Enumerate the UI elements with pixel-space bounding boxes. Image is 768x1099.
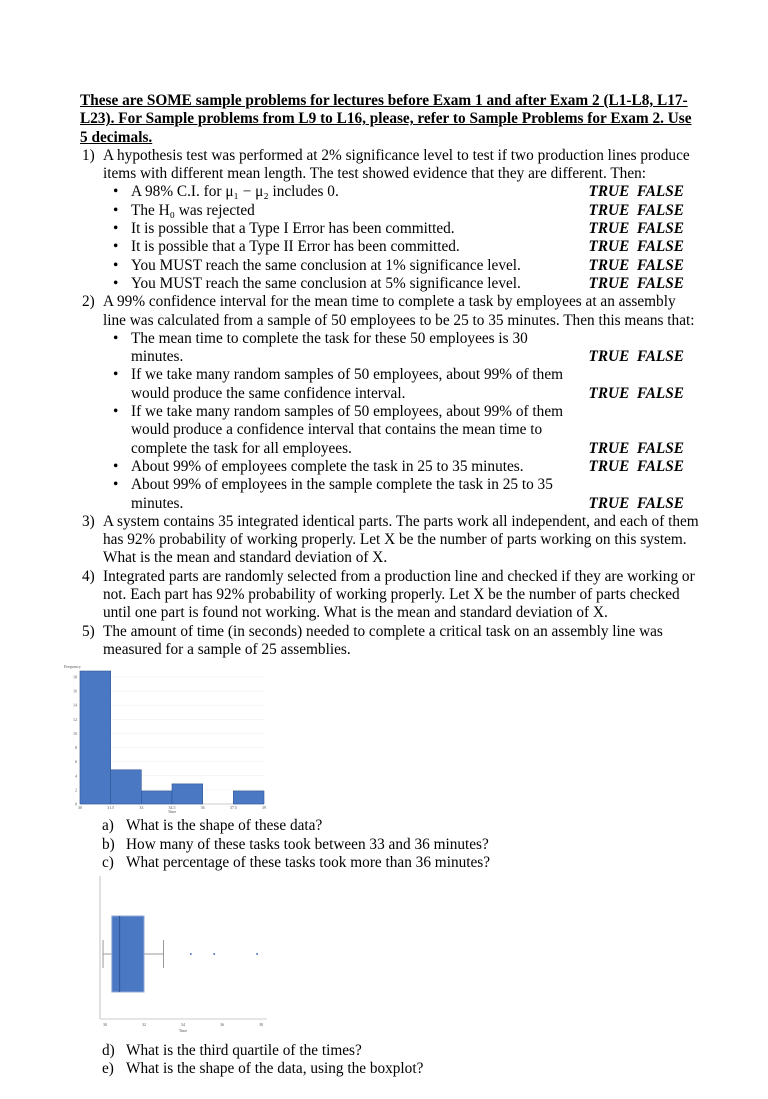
true-false: TRUE FALSE (588, 220, 684, 238)
boxplot (95, 876, 275, 1036)
q-text: A 99% confidence interval for the mean time to complete a task by employees at an assembly line was calculated from a sample of 50 employees to be 25 to 35 minutes. Then this means that: (103, 293, 695, 329)
q-num: 3) (82, 512, 95, 530)
outlier-point (256, 953, 258, 955)
y-tick-label: 4 (75, 773, 77, 779)
q-text: A hypothesis test was performed at 2% significance level to test if two production lines produce items with different mean length. The test showed evidence that they are different. Then: (103, 146, 690, 183)
true-false: TRUE FALSE (588, 494, 684, 512)
y-tick-label: 14 (73, 702, 77, 708)
x-tick-label: 31.5 (107, 805, 115, 811)
y-tick-label: 18 (73, 674, 77, 680)
histogram-bar (80, 671, 111, 804)
x-tick-label: 36 (220, 1022, 224, 1028)
y-tick-label: 6 (75, 759, 77, 765)
q1-item (103, 257, 700, 275)
q1-item (103, 202, 700, 220)
sub-text: How many of these tasks took between 33 and 36 minutes? (126, 835, 489, 853)
x-tick-label: 34.5 (168, 805, 176, 811)
item-text: • If we take many random samples of 50 employees, about 99% of them would produce a confidence interval that contains the mean time to complete the task for all employees. (131, 403, 564, 457)
sub-question (80, 836, 700, 854)
y-tick-label: 0 (75, 801, 77, 807)
x-tick-label: 39 (262, 805, 266, 811)
x-tick-label: 34 (181, 1022, 185, 1028)
true-false: TRUE FALSE (588, 457, 684, 475)
x-tick-label: 30 (78, 805, 82, 811)
item-text: • The H₀ was rejected (131, 201, 255, 219)
sub-text: What is the shape of these data? (126, 817, 323, 835)
q2-item (103, 476, 700, 513)
y-tick-label: 12 (73, 717, 77, 723)
x-axis-label: Time (167, 809, 177, 814)
question-3 (80, 513, 700, 568)
true-false: TRUE FALSE (588, 183, 684, 201)
item-text: • You MUST reach the same conclusion at 1% significance level. (131, 256, 521, 274)
sub-question (80, 817, 700, 835)
y-tick-label: 2 (75, 787, 77, 793)
x-tick-label: 36 (200, 805, 205, 811)
sub-question (80, 854, 700, 872)
true-false: TRUE FALSE (588, 256, 684, 274)
q1-item (103, 275, 700, 293)
item-text: • About 99% of employees complete the task in 25 to 35 minutes. (131, 457, 524, 475)
box (112, 916, 144, 992)
item-text: • If we take many random samples of 50 employees, about 99% of them would produce the same confidence interval. (131, 366, 564, 402)
q2-item (103, 458, 700, 476)
q2-item (103, 403, 700, 458)
true-false: TRUE FALSE (588, 439, 684, 457)
item-text: • About 99% of employees in the sample complete the task in 25 to 35 minutes. (131, 476, 553, 512)
q-text: Integrated parts are randomly selected from a production line and checked if they are working or not. Each part has 92% probability of working properly. Let X be the number of parts checked until one part is found not working. What is the mean and standard deviation of X. (103, 567, 695, 622)
q-num: 1) (82, 146, 95, 164)
q2-item (103, 366, 700, 403)
histogram-bar (141, 791, 172, 804)
x-tick-label: 30 (103, 1022, 107, 1028)
y-tick-label: 16 (73, 688, 77, 694)
q-num: 5) (82, 622, 95, 640)
sub-label: e) (102, 1060, 114, 1078)
item-text: • You MUST reach the same conclusion at 5% significance level. (131, 274, 521, 292)
true-false: TRUE FALSE (588, 201, 684, 219)
sub-question (80, 1060, 700, 1078)
header: These are SOME sample problems for lectures before Exam 1 and after Exam 2 (L1-L8, L17-L23). For Sample problems from L9 to L16, please, refer to Sample Problems for Exam 2. Use 5 decimals. (80, 92, 692, 146)
q1-item (103, 220, 700, 238)
outlier-point (190, 953, 192, 955)
sub-text: What is the third quartile of the times? (126, 1042, 362, 1060)
q2-item (103, 330, 700, 367)
sub-label: a) (102, 817, 114, 835)
q-num: 4) (82, 567, 95, 585)
sub-label: c) (102, 853, 114, 871)
question-1 (80, 147, 700, 293)
sub-label: b) (102, 835, 115, 853)
true-false: TRUE FALSE (588, 348, 684, 366)
item-text: • A 98% C.I. for μ₁ − μ₂ includes 0. (131, 183, 339, 201)
sub-label: d) (102, 1042, 115, 1060)
true-false: TRUE FALSE (588, 384, 684, 402)
q1-item (103, 238, 700, 256)
histogram-bar (111, 770, 142, 804)
y-axis-label: Frequency (64, 664, 81, 670)
histogram (62, 663, 272, 813)
q5-subs-b (0, 1042, 768, 1099)
q1-item (103, 183, 700, 201)
q-text: The amount of time (in seconds) needed to complete a critical task on an assembly line was measured for a sample of 25 assemblies. (103, 622, 663, 658)
x-tick-label: 32 (142, 1022, 146, 1028)
item-text: • It is possible that a Type I Error has been committed. (131, 220, 455, 238)
sub-question (80, 1042, 700, 1060)
item-text: • It is possible that a Type II Error has been committed. (131, 238, 460, 256)
y-tick-label: 10 (73, 731, 77, 737)
q-text: A system contains 35 integrated identical parts. The parts work all independent, and each of them has 92% probability of working properly. Let X be the number of parts working on this system. What is the mean and standard deviation of X. (103, 512, 699, 567)
outlier-point (213, 953, 215, 955)
q5-subs-a (0, 817, 768, 872)
x-tick-label: 38 (259, 1022, 263, 1028)
true-false: TRUE FALSE (588, 238, 684, 256)
x-tick-label: 33 (139, 805, 144, 811)
x-axis-label: Time (178, 1028, 188, 1034)
y-tick-label: 8 (75, 745, 77, 751)
q-num: 2) (82, 293, 95, 311)
question-2 (80, 293, 700, 513)
sub-text: What percentage of these tasks took more than 36 minutes? (126, 853, 491, 871)
histogram-bar (172, 784, 203, 804)
x-tick-label: 37.5 (229, 805, 237, 811)
histogram-bar (233, 791, 264, 804)
question-5 (80, 623, 700, 660)
item-text: • The mean time to complete the task for these 50 employees is 30 minutes. (131, 329, 528, 366)
true-false: TRUE FALSE (588, 274, 684, 292)
question-4 (80, 568, 700, 623)
sub-text: What is the shape of the data, using the boxplot? (126, 1060, 424, 1078)
